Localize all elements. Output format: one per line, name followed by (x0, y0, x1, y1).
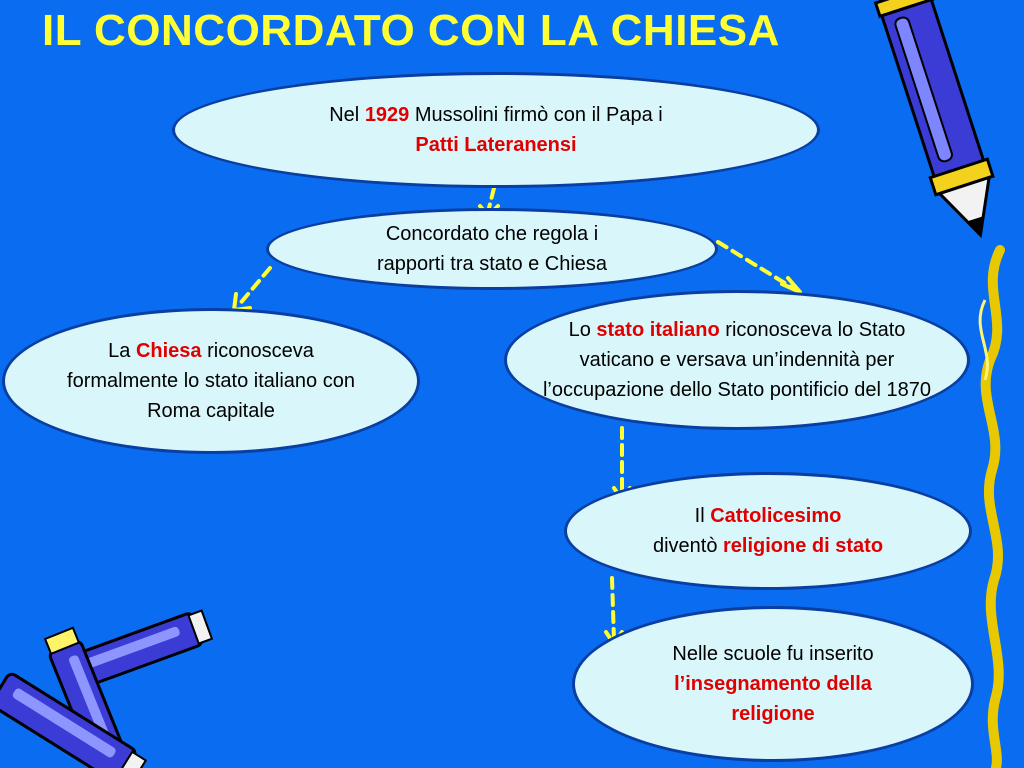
node-2-line-1: Concordato che regola i (385, 223, 599, 245)
node-1-text-a: Nel (329, 104, 365, 126)
node-3-highlight: Chiesa (135, 340, 202, 362)
pen-icon (874, 0, 1009, 244)
node-1-highlight: Patti Lateranensi (415, 134, 577, 156)
ribbon-decoration (986, 250, 1000, 768)
node-stato-italiano (504, 290, 970, 430)
node-5-highlight-b: religione di stato (723, 535, 884, 557)
node-cattolicesimo (564, 472, 972, 590)
node-concordato (266, 208, 718, 290)
node-1-text-b: Mussolini firmò con il Papa i (409, 104, 663, 126)
node-5-highlight-a: Cattolicesimo (710, 505, 842, 527)
node-6-highlight: l’insegnamento della religione (674, 673, 872, 725)
node-4-text-b: riconosceva lo Stato vaticano e versava un’indennità per l’occupazione dello Stato pontificio del 1870 (542, 319, 932, 401)
node-1-year: 1929 (364, 104, 410, 126)
node-2-line-2: rapporti tra stato e Chiesa (376, 253, 608, 275)
node-6-text: Nelle scuole fu inserito (672, 643, 874, 665)
node-3-text-b: riconosceva formalmente lo stato italiano con Roma capitale (67, 340, 355, 422)
arrow-n2-n3 (238, 268, 270, 306)
node-5-text-b: diventò (652, 535, 724, 557)
node-3-text-a: La (108, 340, 136, 362)
node-chiesa (2, 308, 420, 454)
node-4-highlight: stato italiano (596, 319, 720, 341)
page-title: IL CONCORDATO CON LA CHIESA (42, 6, 780, 55)
arrow-n5-n6 (612, 578, 614, 640)
node-5-text-a: Il (694, 505, 711, 527)
crayons-icon (0, 609, 213, 768)
node-scuole (572, 606, 974, 762)
arrow-n2-n4 (718, 242, 796, 290)
node-patti-lateranensi (172, 72, 820, 188)
node-4-text-a: Lo (568, 319, 597, 341)
